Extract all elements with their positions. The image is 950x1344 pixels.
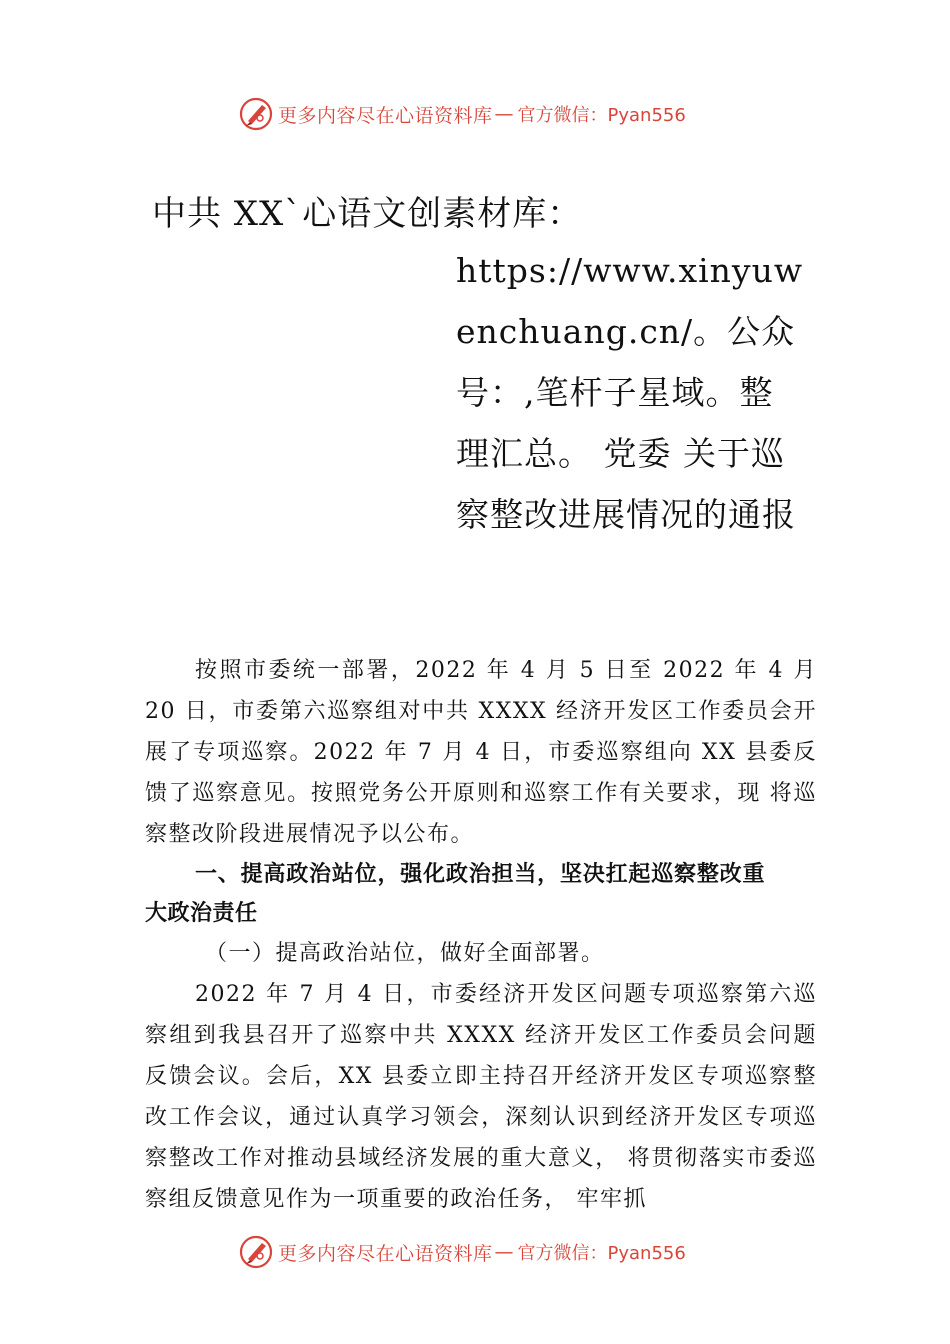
paragraph-1: 按照市委统一部署，2022 年 4 月 5 日至 2022 年 4 月 20 日，市委第六巡察组对中共 XXXX 经济开发区工作委员会开展了专项巡察。2022 年 7 月 4 日，市委巡察组向 XX 县委反馈了巡察意见。按照党务公开原则和巡察工作有关要求，现 将巡察整改阶段进展情况予以公布。 bbox=[145, 658, 817, 847]
title-block: https://www.xinyuwenchuang.cn/。公众号：,笔杆子星域。整理汇总。 党委 关于巡察整改进展情况的通报 bbox=[456, 251, 804, 534]
banner-text: 更多内容尽在心语资料库 bbox=[278, 1242, 493, 1265]
subsection-heading-1: （一）提高政治站位，做好全面部署。 bbox=[205, 941, 605, 966]
paragraph-2: 2022 年 7 月 4 日，市委经济开发区问题专项巡察第六巡察组到我县召开了巡察中共 XXXX 经济开发区工作委员会问题反馈会议。会后，XX 县委立即主持召开经济开发区专项巡察整改工作会议，通过认真学习领会，深刻认识到经济开发区专项巡察整改工作对推动县域经济发展的重大意义， 将贯彻落实市委巡察组反馈意见作为一项重要的政治任务， 牢牢抓 bbox=[145, 982, 817, 1212]
document-body bbox=[145, 650, 817, 1220]
title-line-1: 中共 XX`心语文创素材库： bbox=[152, 194, 583, 234]
banner-wechat: 官方微信：Pyan556 bbox=[517, 1243, 686, 1264]
footer-banner bbox=[238, 1232, 758, 1272]
banner-separator: — bbox=[494, 103, 514, 125]
banner-wechat: 官方微信：Pyan556 bbox=[517, 105, 686, 126]
header-banner bbox=[238, 94, 758, 134]
banner-text: 更多内容尽在心语资料库 bbox=[278, 104, 493, 127]
banner-separator: — bbox=[494, 1241, 514, 1263]
pen-logo-icon bbox=[238, 1234, 274, 1270]
pen-logo-icon bbox=[238, 96, 274, 132]
section-heading-1: 一、提高政治站位，强化政治担当，坚决扛起巡察整改重大政治责任 bbox=[145, 862, 765, 926]
